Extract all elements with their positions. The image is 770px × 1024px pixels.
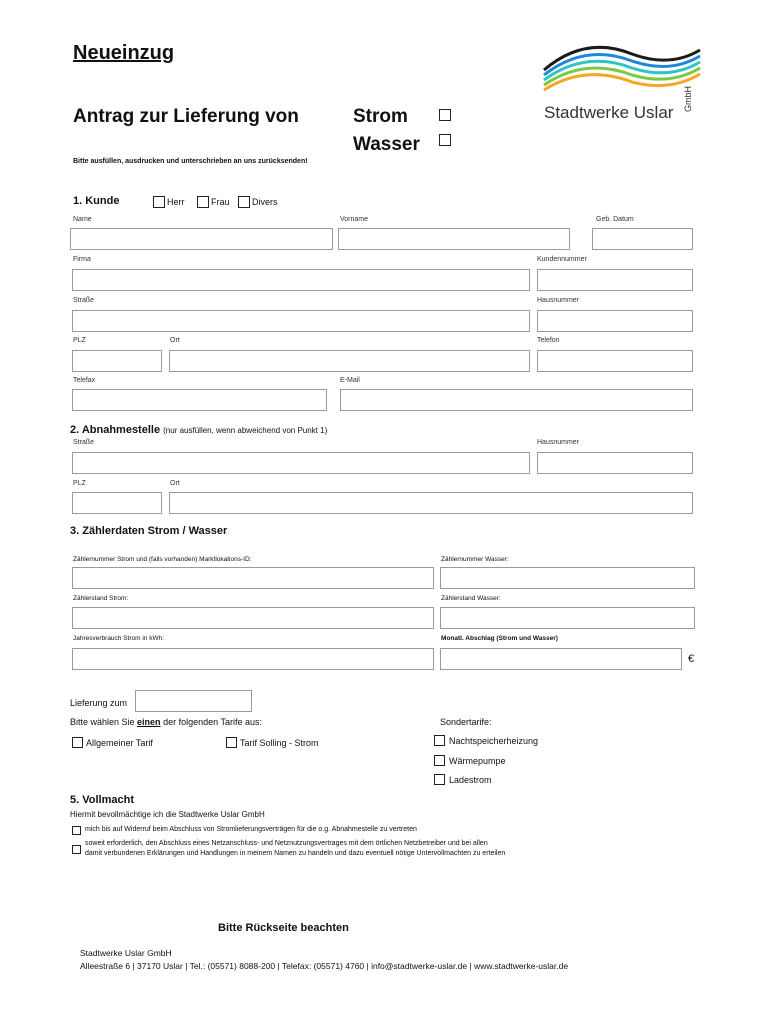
hausnummer-label: Hausnummer [537, 297, 580, 304]
tariff-instruction-suffix: der folgenden Tarife aus: [160, 717, 262, 727]
zaehlerstand-wasser-label: Zählerstand Wasser: [441, 595, 501, 602]
zaehlernummer-wasser-field[interactable] [440, 567, 695, 589]
zaehlerstand-strom-field[interactable] [72, 607, 434, 629]
page-subheading: Antrag zur Lieferung von [73, 106, 299, 127]
ladestrom-label: Ladestrom [449, 775, 492, 785]
telefax-field[interactable] [72, 389, 327, 411]
section-2-title [70, 424, 327, 436]
email-label: E-Mail [340, 377, 360, 384]
hausnummer-field[interactable] [537, 310, 693, 332]
page-heading: Neueinzug [73, 42, 175, 64]
ort-field[interactable] [169, 350, 530, 372]
rueckseite-note: Bitte Rückseite beachten [218, 922, 349, 934]
abschlag-field[interactable] [440, 648, 682, 670]
abnahme-strasse-field[interactable] [72, 452, 530, 474]
abnahme-ort-field[interactable] [169, 492, 693, 514]
zaehlerstand-strom-label: Zählerstand Strom: [73, 595, 129, 602]
salutation-divers-label: Divers [252, 197, 278, 207]
option-strom-label: Strom [353, 106, 408, 127]
tariff-instruction [70, 717, 262, 727]
stadtwerke-logo-icon [540, 40, 705, 100]
option-wasser-label: Wasser [353, 134, 420, 155]
tarif-allgemein-label: Allgemeiner Tarif [86, 738, 153, 748]
section-2-title-text: 2. Abnahmestelle [70, 424, 161, 436]
zaehlernummer-strom-label: Zählernummer Strom und (falls vorhanden) Marktlokations-ID: [73, 556, 252, 563]
telefon-field[interactable] [537, 350, 693, 372]
footer-company: Stadtwerke Uslar GmbH [80, 948, 172, 958]
section-3-title: 3. Zählerdaten Strom / Wasser [70, 525, 228, 537]
abnahme-plz-field[interactable] [72, 492, 162, 514]
logo-company-name: Stadtwerke Uslar [544, 103, 674, 122]
currency-symbol: € [688, 653, 695, 665]
plz-label: PLZ [73, 337, 86, 344]
name-field[interactable] [70, 228, 333, 250]
nachtspeicher-label: Nachtspeicherheizung [449, 736, 539, 746]
geburtsdatum-label: Geb. Datum [596, 216, 634, 223]
vollmacht-option-2-line-2: damit verbundenen Erklärungen und Handlungen in meinem Namen zu handeln und dazu eventuell nötige Untervollmachten zu erteilen [85, 850, 506, 857]
strasse-field[interactable] [72, 310, 530, 332]
vollmacht-option-2-checkbox[interactable] [72, 845, 81, 854]
vollmacht-option-1-checkbox[interactable] [72, 826, 81, 835]
salutation-frau-checkbox[interactable] [197, 196, 209, 208]
lieferung-label: Lieferung zum [70, 698, 128, 708]
nachtspeicher-checkbox[interactable] [434, 735, 445, 746]
vollmacht-option-1-text: mich bis auf Widerruf beim Abschluss von Stromlieferungsverträgen für die o.g. Abnahmestelle zu vertreten [85, 826, 417, 833]
vorname-field[interactable] [338, 228, 570, 250]
tarif-solling-checkbox[interactable] [226, 737, 237, 748]
vollmacht-intro: Hiermit bevollmächtige ich die Stadtwerke Uslar GmbH [70, 810, 265, 819]
tariff-instruction-emphasis: einen [137, 717, 161, 727]
plz-field[interactable] [72, 350, 162, 372]
abnahme-plz-label: PLZ [73, 480, 86, 487]
salutation-frau-label: Frau [211, 197, 230, 207]
ort-label: Ort [170, 337, 180, 344]
tarif-allgemein-checkbox[interactable] [72, 737, 83, 748]
abnahme-strasse-label: Straße [73, 439, 95, 446]
zaehlernummer-strom-field[interactable] [72, 567, 434, 589]
section-5-title: 5. Vollmacht [70, 794, 134, 806]
section-1-title: 1. Kunde [73, 195, 120, 207]
telefax-label: Telefax [73, 377, 96, 384]
vollmacht-option-2-line-1: soweit erforderlich, den Abschluss eines Netzanschluss- und Netznutzungsvertrages mit dem örtlichen Netzbetreiber und bei allen [85, 840, 488, 847]
abnahme-hausnummer-label: Hausnummer [537, 439, 580, 446]
firma-field[interactable] [72, 269, 530, 291]
email-field[interactable] [340, 389, 693, 411]
strasse-label: Straße [73, 297, 95, 304]
kundennummer-field[interactable] [537, 269, 693, 291]
section-2-note: (nur ausfüllen, wenn abweichend von Punkt 1) [163, 426, 328, 435]
sondertarife-title: Sondertarife: [440, 717, 492, 727]
geburtsdatum-field[interactable] [592, 228, 693, 250]
jahresverbrauch-field[interactable] [72, 648, 434, 670]
zaehlernummer-wasser-label: Zählernummer Wasser: [441, 556, 509, 563]
footer-address: Alleestraße 6 | 37170 Uslar | Tel.: (05571) 8088-200 | Telefax: (05571) 4760 | info@stadtwerke-uslar.de | www.stadtwerke-uslar.de [80, 961, 569, 971]
tariff-instruction-prefix: Bitte wählen Sie [70, 717, 138, 727]
tarif-solling-label: Tarif Solling - Strom [240, 738, 319, 748]
name-label: Name [73, 216, 92, 223]
abnahme-hausnummer-field[interactable] [537, 452, 693, 474]
wasser-checkbox[interactable] [439, 134, 451, 146]
kundennummer-label: Kundennummer [537, 256, 587, 263]
zaehlerstand-wasser-field[interactable] [440, 607, 695, 629]
abschlag-label: Monatl. Abschlag (Strom und Wasser) [441, 635, 558, 642]
instruction-text: Bitte ausfüllen, ausdrucken und unterschrieben an uns zurücksenden! [73, 158, 308, 165]
waermepumpe-checkbox[interactable] [434, 755, 445, 766]
jahresverbrauch-label: Jahresverbrauch Strom in kWh: [73, 635, 165, 642]
abnahme-ort-label: Ort [170, 480, 180, 487]
logo-gmbh: GmbH [683, 85, 693, 112]
vorname-label: Vorname [340, 216, 369, 223]
lieferung-date-field[interactable] [135, 690, 252, 712]
salutation-herr-checkbox[interactable] [153, 196, 165, 208]
waermepumpe-label: Wärmepumpe [449, 756, 506, 766]
telefon-label: Telefon [537, 337, 560, 344]
strom-checkbox[interactable] [439, 109, 451, 121]
ladestrom-checkbox[interactable] [434, 774, 445, 785]
salutation-divers-checkbox[interactable] [238, 196, 250, 208]
firma-label: Firma [73, 256, 91, 263]
salutation-herr-label: Herr [167, 197, 185, 207]
